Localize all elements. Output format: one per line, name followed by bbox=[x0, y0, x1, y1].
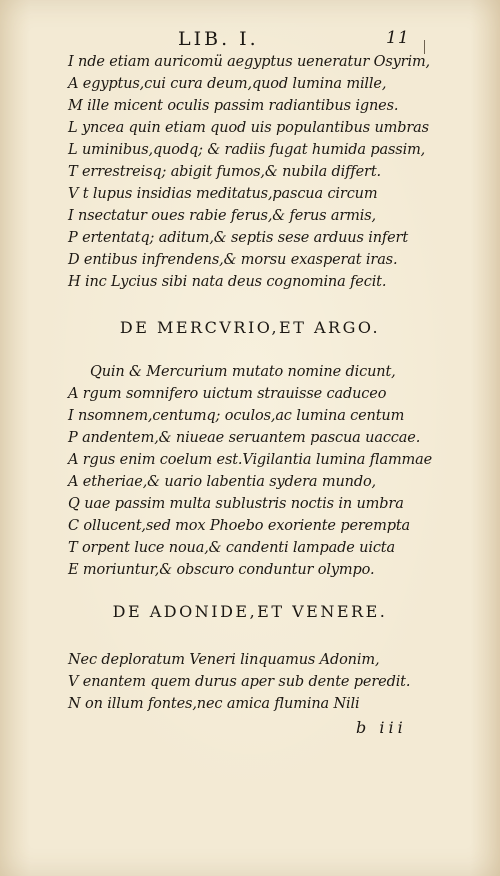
verse-line: A egyptus,cui cura deum,quod lumina mille, bbox=[68, 76, 387, 92]
verse-line: I nsectatur oues rabie ferus,& ferus armis, bbox=[68, 208, 376, 224]
section-heading: DE MERCVRIO,ET ARGO. bbox=[119, 318, 381, 337]
running-title: LIB. I. bbox=[178, 28, 259, 50]
verse-line: L yncea quin etiam quod uis populantibus umbras bbox=[68, 120, 429, 136]
verse-line: P ertentatq; aditum,& septis sese arduus infert bbox=[68, 230, 408, 246]
verse-line: Nec deploratum Veneri linquamus Adonim, bbox=[68, 652, 380, 668]
folio-number: 11 bbox=[386, 28, 410, 48]
verse-line: P andentem,& niueae seruantem pascua uaccae. bbox=[68, 430, 421, 446]
verse-line: I nde etiam auricomü aegyptus ueneratur Osyrim, bbox=[68, 54, 431, 70]
verse-line: T orpent luce noua,& candenti lampade uicta bbox=[68, 540, 395, 556]
verse-line: Quin & Mercurium mutato nomine dicunt, bbox=[90, 364, 396, 380]
verse-line: T errestreisq; abigit fumos,& nubila differt. bbox=[68, 164, 381, 180]
verse-line: Q uae passim multa sublustris noctis in umbra bbox=[68, 496, 404, 512]
verse-line: C ollucent,sed mox Phoebo exoriente perempta bbox=[68, 518, 411, 534]
running-head bbox=[0, 28, 500, 50]
verse-line: A rgus enim coelum est.Vigilantia lumina flammae bbox=[68, 452, 433, 468]
verse-line: A etheriae,& uario labentia sydera mundo, bbox=[68, 474, 377, 490]
section-heading: DE ADONIDE,ET VENERE. bbox=[112, 602, 388, 621]
verse-line: M ille micent oculis passim radiantibus ignes. bbox=[68, 98, 399, 114]
verse-line: V t lupus insidias meditatus,pascua circum bbox=[68, 186, 378, 202]
signature-mark: b iii bbox=[356, 718, 407, 737]
verse-line: I nsomnem,centumq; oculos,ac lumina centum bbox=[68, 408, 405, 424]
verse-line: H inc Lycius sibi nata deus cognomina fecit. bbox=[68, 274, 387, 290]
verse-line: L uminibus,quodq; & radiis fugat humida passim, bbox=[68, 142, 426, 158]
verse-line: D entibus infrendens,& morsu exasperat iras. bbox=[68, 252, 398, 268]
verse-line: E moriuntur,& obscuro conduntur olympo. bbox=[68, 562, 375, 578]
verse-line: V enantem quem durus aper sub dente peredit. bbox=[68, 674, 411, 690]
verse-line: N on illum fontes,nec amica flumina Nili bbox=[68, 696, 360, 712]
verse-line: A rgum somnifero uictum strauisse caduceo bbox=[68, 386, 387, 402]
